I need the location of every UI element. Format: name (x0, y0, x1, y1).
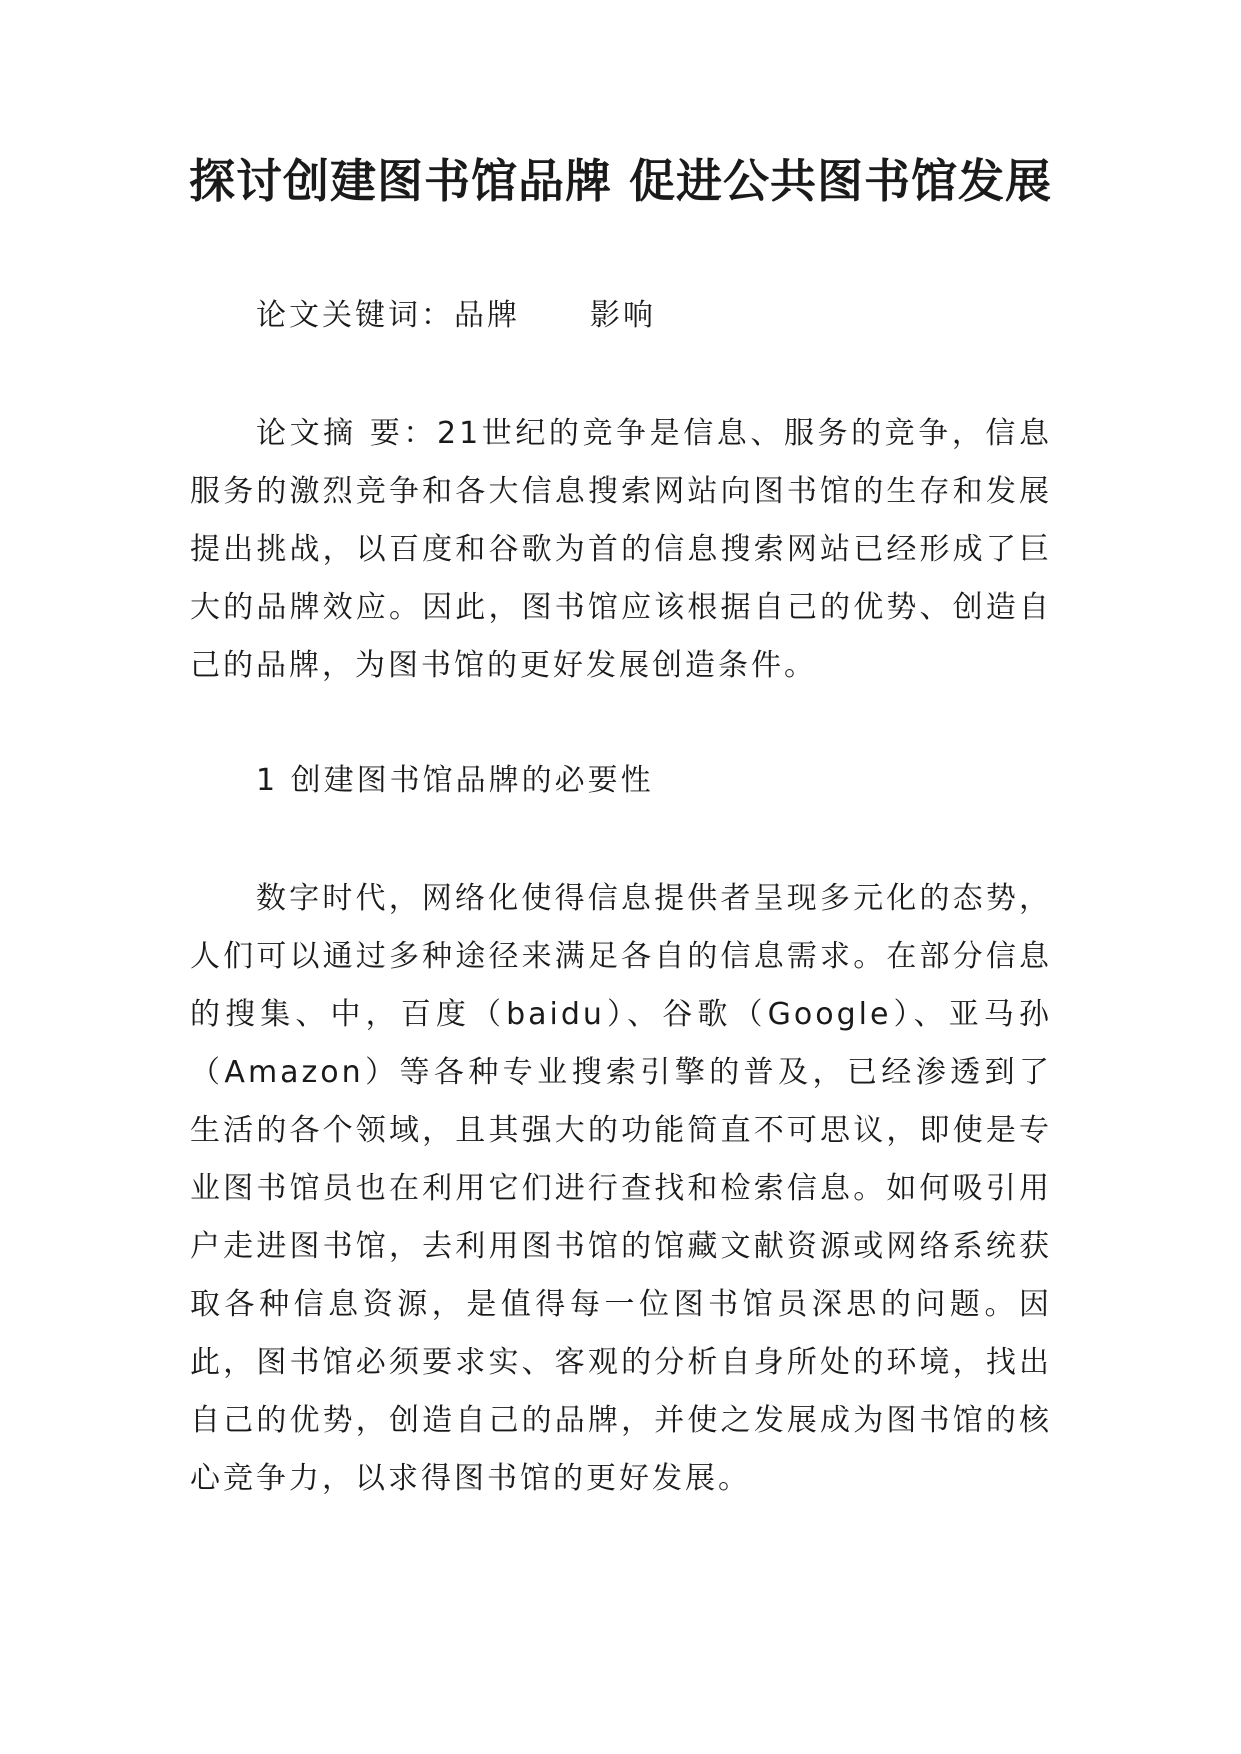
keyword-item: 品牌 (454, 298, 520, 333)
body-paragraph: 数字时代，网络化使得信息提供者呈现多元化的态势，人们可以通过多种途径来满足各自的信息需求。在部分信息的搜集、中，百度（baidu）、谷歌（Google）、亚马孙（Amazon）等各种专业搜索引擎的普及，已经渗透到了生活的各个领域，且其强大的功能简直不可思议，即使是专业图书馆员也在利用它们进行查找和检索信息。如何吸引用户走进图书馆，去利用图书馆的馆藏文献资源或网络系统获取各种信息资源，是值得每一位图书馆员深思的问题。因此，图书馆必须要求实、客观的分析自身所处的环境，找出自己的优势，创造自己的品牌，并使之发展成为图书馆的核心竞争力，以求得图书馆的更好发展。 (190, 881, 1052, 1496)
document-title: 探讨创建图书馆品牌 促进公共图书馆发展 (188, 154, 1052, 208)
keywords-line (190, 287, 1052, 345)
abstract-paragraph: 论文摘 要：21世纪的竞争是信息、服务的竞争，信息服务的激烈竞争和各大信息搜索网站向图书馆的生存和发展提出挑战，以百度和谷歌为首的信息搜索网站已经形成了巨大的品牌效应。因此，图书馆应该根据自己的优势、创造自己的品牌，为图书馆的更好发展创造条件。 (190, 416, 1052, 683)
keywords-label: 论文关键词： (256, 298, 454, 333)
keyword-item: 影响 (590, 298, 656, 333)
section-heading: 1 创建图书馆品牌的必要性 (256, 763, 654, 798)
